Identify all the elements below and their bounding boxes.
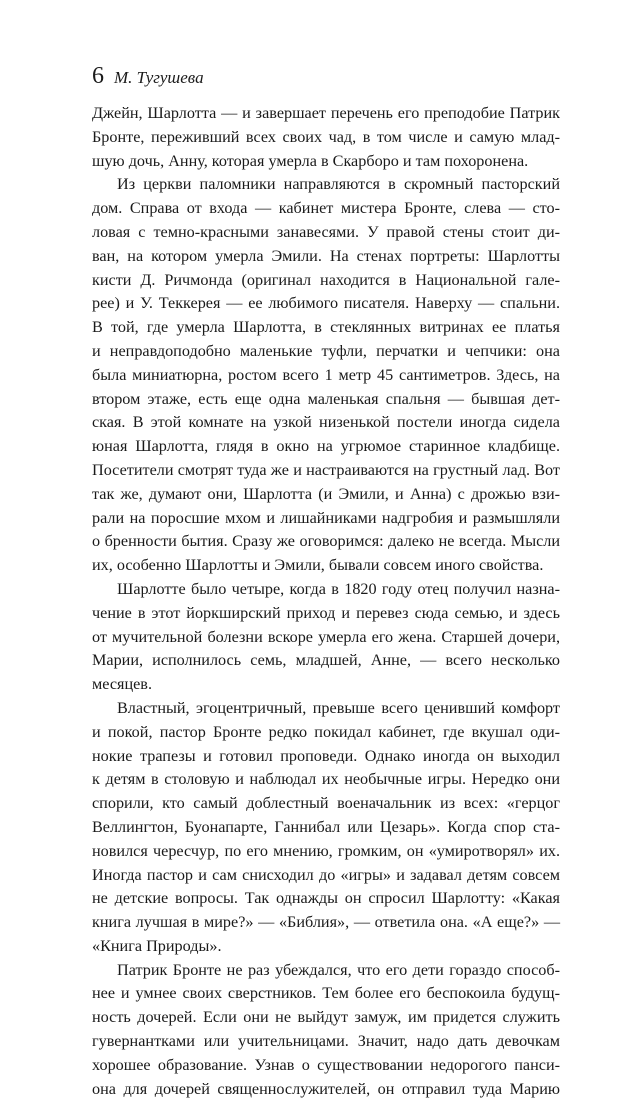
text-line: «Книга Природы». (92, 936, 222, 955)
text-line: Из церкви паломники направляются в скромный пасторский (117, 175, 560, 194)
text-line: Веллингтон, Буонапарте, Ганнибал или Цезарь». Когда спор ста- (92, 817, 560, 836)
text-line: Марии, исполнилось семь, младшей, Анне, — всего несколько (92, 651, 560, 670)
text-line: ность дочерей. Если они не выйдут замуж, им придется служить (92, 1008, 560, 1027)
text-line: Властный, эгоцентричный, превыше всего ценивший комфорт (117, 698, 560, 717)
text-line: спорили, кто самый доблестный военачальник из всех: «герцог (92, 794, 560, 813)
text-line: и неправдоподобно маленькие туфли, перчатки и чепчики: она (92, 341, 560, 360)
text-line: чение в этот йоркширский приход и перевез сюда семью, и здесь (92, 603, 560, 622)
text-line: была миниатюрна, ростом всего 1 метр 45 сантиметров. Здесь, на (92, 365, 560, 384)
text-line: не детские вопросы. Так однажды он спросил Шарлотту: «Какая (92, 889, 560, 908)
text-line: от мучительной болезни вскоре умерла его жена. Старшей дочери, (92, 627, 560, 646)
body-text (92, 102, 560, 1101)
text-line: Посетители смотрят туда же и настраиваются на грустный лад. Вот (92, 460, 560, 479)
text-line: кисти Д. Ричмонда (оригинал находится в Национальной гале- (92, 270, 560, 289)
text-line: Бронте, переживший всех своих чад, в том числе и самую млад- (92, 127, 560, 146)
text-line: дом. Справа от входа — кабинет мистера Бронте, слева — сто- (92, 199, 560, 218)
running-head-author: М. Тугушева (114, 68, 204, 87)
text-line: месяцев. (92, 675, 152, 694)
text-line: ская. В этой комнате на узкой низенькой постели иногда сидела (92, 413, 560, 432)
text-line: их, особенно Шарлотты и Эмили, бывали совсем иного свойства. (92, 556, 544, 575)
text-line: втором этаже, есть еще одна маленькая спальня — бывшая дет- (92, 389, 560, 408)
text-line: гувернантками или учительницами. Значит, надо дать девочкам (92, 1032, 560, 1051)
text-line: и покой, пастор Бронте редко покидал кабинет, где вкушал оди- (92, 722, 560, 741)
text-line: хорошее образование. Узнав о существовании недорогого панси- (92, 1055, 560, 1074)
text-line: рее) и У. Теккерея — ее любимого писателя. Наверху — спальни. (92, 294, 560, 313)
book-page (92, 60, 560, 1101)
text-line: о бренности бытия. Сразу же оговоримся: далеко не всегда. Мысли (92, 532, 560, 551)
text-line: так же, думают они, Шарлотта (и Эмили, и Анна) с дрожью взи- (92, 484, 560, 503)
page-header (92, 60, 560, 92)
text-line: нее и умнее своих сверстников. Тем более его беспокоила будущ- (92, 984, 560, 1003)
text-line: ловая с темно-красными занавесями. У правой стены стоит ди- (92, 222, 560, 241)
text-line: рали на поросшие мхом и лишайниками надгробия и размышляли (92, 508, 560, 527)
text-line: Джейн, Шарлотта — и завершает перечень его преподобие Патрик (92, 104, 560, 122)
text-line: Шарлотте было четыре, когда в 1820 году отец получил назна- (117, 579, 560, 598)
text-line: ван, на котором умерла Эмили. На стенах портреты: Шарлотты (92, 246, 560, 265)
text-line: она для дочерей священнослужителей, он отправил туда Марию (92, 1079, 560, 1098)
text-line: нокие трапезы и готовил проповеди. Однако иногда он выходил (92, 746, 560, 765)
text-line: книга лучшая в мире?» — «Библия», — ответила она. «А еще?» — (92, 913, 560, 932)
page-number: 6 (92, 63, 104, 89)
text-line: к детям в столовую и наблюдал их необычные игры. Нередко они (92, 770, 560, 789)
text-line: В той, где умерла Шарлотта, в стеклянных витринах ее платья (92, 318, 560, 337)
text-line: новился чересчур, по его мнению, громким, он «умиротворял» их. (92, 841, 560, 860)
text-line: Патрик Бронте не раз убеждался, что его дети гораздо способ- (117, 960, 560, 979)
text-line: Иногда пастор и сам снисходил до «игры» и задавал детям совсем (92, 865, 560, 884)
text-line: шую дочь, Анну, которая умерла в Скарборо и там похоронена. (92, 151, 529, 170)
text-line: юная Шарлотта, глядя в окно на угрюмое старинное кладбище. (92, 437, 560, 456)
